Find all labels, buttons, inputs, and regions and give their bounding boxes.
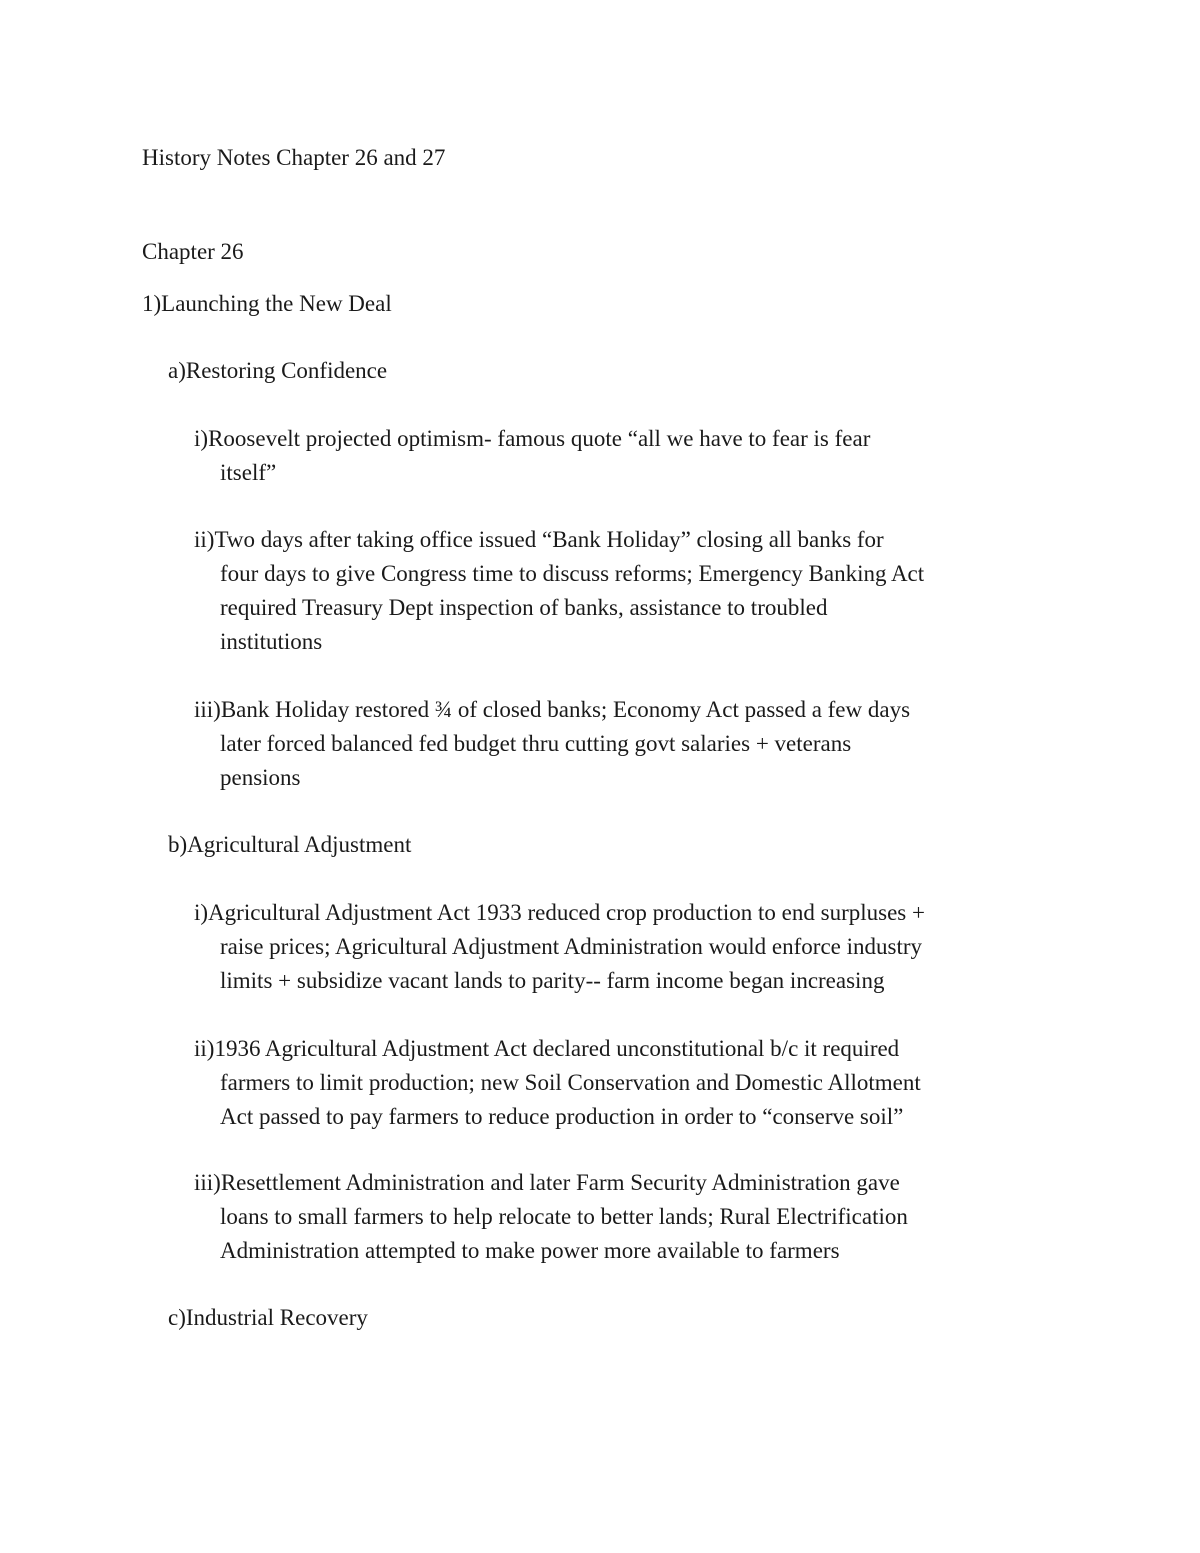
- document-title: History Notes Chapter 26 and 27: [142, 145, 446, 170]
- item-continuation: Administration attempted to make power more available to farmers: [220, 1238, 840, 1263]
- subsection-marker: a): [168, 358, 186, 383]
- item-continuation: raise prices; Agricultural Adjustment Administration would enforce industry: [220, 934, 923, 959]
- item-continuation: four days to give Congress time to discuss reforms; Emergency Banking Act: [220, 561, 925, 586]
- subsection-label: Industrial Recovery: [185, 1305, 368, 1330]
- item-continuation: required Treasury Dept inspection of banks, assistance to troubled: [220, 595, 828, 620]
- list-item: [194, 693, 910, 727]
- subsection-heading: [168, 1301, 368, 1335]
- item-text: Two days after taking office issued “Bank Holiday” closing all banks for: [214, 527, 884, 552]
- item-text: 1936 Agricultural Adjustment Act declared unconstitutional b/c it required: [214, 1036, 900, 1061]
- list-item: [194, 523, 884, 557]
- list-item: [194, 1166, 900, 1200]
- section-marker: 1): [142, 291, 162, 316]
- subsection-heading: [168, 354, 387, 388]
- subsection-marker: c): [168, 1305, 186, 1330]
- item-text: Agricultural Adjustment Act 1933 reduced crop production to end surpluses +: [208, 900, 925, 925]
- subsection-label: Restoring Confidence: [185, 358, 388, 383]
- item-marker: iii): [194, 1170, 221, 1195]
- item-text: Roosevelt projected optimism- famous quote “all we have to fear is fear: [208, 426, 871, 451]
- subsection-label: Agricultural Adjustment: [187, 832, 412, 857]
- item-continuation: institutions: [220, 629, 323, 654]
- section-heading: [142, 287, 392, 321]
- item-continuation: limits + subsidize vacant lands to parity-- farm income began increasing: [220, 968, 885, 993]
- item-continuation: pensions: [220, 765, 301, 790]
- item-continuation: later forced balanced fed budget thru cutting govt salaries + veterans: [220, 731, 852, 756]
- chapter-heading: Chapter 26: [142, 239, 244, 264]
- item-marker: ii): [194, 527, 215, 552]
- list-item: [194, 896, 925, 930]
- item-text: Resettlement Administration and later Farm Security Administration gave: [220, 1170, 900, 1195]
- item-marker: i): [194, 426, 209, 451]
- list-item: [194, 422, 870, 456]
- section-label: Launching the New Deal: [161, 291, 392, 316]
- subsection-heading: [168, 828, 411, 862]
- item-marker: i): [194, 900, 209, 925]
- item-continuation: loans to small farmers to help relocate to better lands; Rural Electrification: [220, 1204, 908, 1229]
- list-item: [194, 1032, 899, 1066]
- item-marker: iii): [194, 697, 221, 722]
- item-marker: ii): [194, 1036, 215, 1061]
- item-continuation: Act passed to pay farmers to reduce production in order to “conserve soil”: [220, 1104, 904, 1129]
- item-continuation: itself”: [220, 460, 277, 485]
- item-continuation: farmers to limit production; new Soil Conservation and Domestic Allotment: [220, 1070, 921, 1095]
- subsection-marker: b): [168, 832, 188, 857]
- item-text: Bank Holiday restored ¾ of closed banks; Economy Act passed a few days: [220, 697, 911, 722]
